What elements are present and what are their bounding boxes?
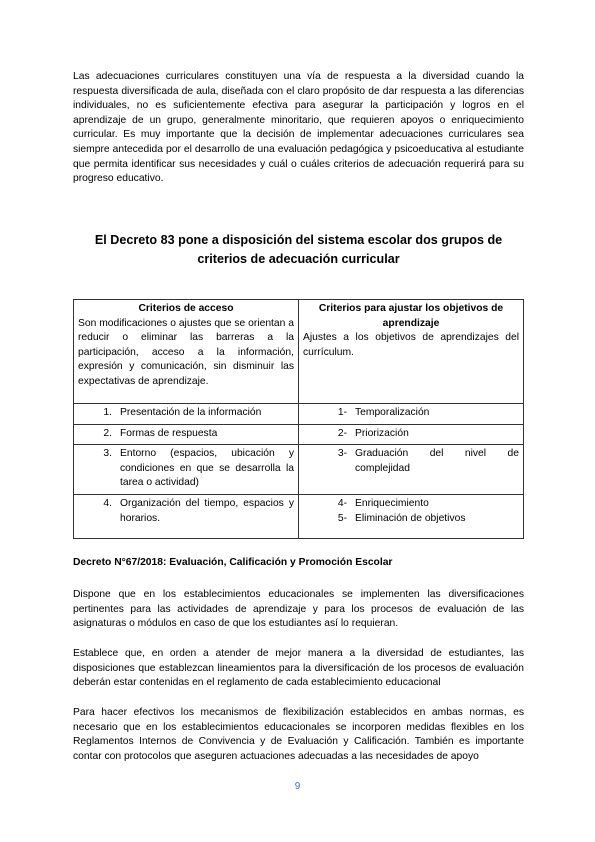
table-cell (74, 424, 299, 445)
item-text: Enriquecimiento (355, 497, 429, 509)
table-header-row (74, 300, 524, 404)
objectives-criteria-description: Ajustes a los objetivos de aprendizajes del currículum. (303, 332, 519, 358)
item-number: 4- (337, 497, 347, 509)
item-number: 5- (337, 512, 347, 524)
list-item (303, 427, 519, 442)
body-paragraph-2: Establece que, en orden a atender de mejor manera a la diversidad de estudiantes, las disposiciones que establezcan lineamientos para la diversificación de los procesos de evaluación deberán estar contenidas en el reglamento de cada establecimiento educacional (73, 648, 524, 689)
item-number: 1. (103, 407, 112, 418)
table-row (74, 404, 524, 425)
item-number: 1- (337, 407, 347, 418)
item-number: 3. (103, 448, 112, 460)
access-criteria-description: Son modificaciones o ajustes que se orientan a reducir o eliminar las barreras a la participación, acceso a la información, expresión y comunicación, sin disminuir las expectativas de aprendizaje. (78, 317, 294, 387)
section-heading: El Decreto 83 pone a disposición del sistema escolar dos grupos de criterios de adecuación curricular (94, 233, 503, 266)
table-cell (74, 494, 299, 538)
table-row (74, 445, 524, 495)
intro-paragraph: Las adecuaciones curriculares constituyen una vía de respuesta a la diversidad cuando la respuesta diversificada de aula, diseñada con el claro propósito de dar respuesta a las diferencias individuales, no es suficientemente efectiva para asegurar la participación y logros en el aprendizaje de un grupo, generalmente minoritario, que requieren apoyos o enriquecimiento curricular. Es muy importante que la decisión de implementar adecuaciones curriculares sea siempre antecedida por el desarrollo de una evaluación pedagógica y psicoeducativa al estudiante que permita identificar sus necesidades y cuál o cuáles criterios de adecuación requerirá para su progreso educativo. (73, 71, 524, 185)
item-text: Entorno (espacios, ubicación y condiciones en que se desarrolla la tarea o actividad) (120, 448, 294, 489)
list-item (78, 497, 294, 526)
body-paragraph-3: Para hacer efectivos los mecanismos de flexibilización establecidos en ambas normas, es necesario que en los establecimientos educacionales se incorporen medidas flexibles en los Reglamentos Internos de Convivencia y de Evaluación y Calificación. También es importante contar con protocolos que aseguren actuaciones adecuadas a las necesidades de apoyo (73, 707, 524, 762)
table-cell (74, 445, 299, 495)
list-item (303, 497, 519, 512)
item-text: Priorización (355, 427, 409, 439)
criteria-table (73, 299, 524, 539)
item-number: 2- (337, 427, 347, 439)
table-row (74, 494, 524, 538)
table-cell (299, 494, 524, 538)
table-cell (299, 445, 524, 495)
list-item (303, 447, 519, 476)
decree-67-subheading: Decreto N°67/2018: Evaluación, Calificación y Promoción Escolar (73, 557, 393, 568)
item-text: Temporalización (355, 407, 430, 418)
table-cell (299, 404, 524, 425)
item-text: Presentación de la información (120, 407, 262, 418)
objectives-criteria-cell (299, 300, 524, 404)
item-text: Graduación del nivel de complejidad (355, 448, 519, 474)
body-paragraph-1: Dispone que en los establecimientos educacionales se implementen las diversificaciones pertinentes para las actividades de aprendizaje y para los procesos de evaluación de las asignaturas o módulos en caso de que los estudiantes así lo requieran. (73, 589, 524, 630)
item-text: Eliminación de objetivos (355, 512, 466, 524)
item-number: 2. (103, 427, 112, 439)
list-item (78, 447, 294, 491)
table-row (74, 424, 524, 445)
list-item (303, 512, 519, 527)
item-text: Organización del tiempo, espacios y horarios. (120, 497, 294, 524)
page-number: 9 (294, 781, 301, 792)
item-number: 4. (103, 497, 112, 509)
list-item (303, 406, 519, 421)
item-number: 3- (337, 448, 347, 460)
table-cell (299, 424, 524, 445)
table-cell (74, 404, 299, 425)
access-criteria-header: Criterios de acceso (138, 303, 234, 314)
list-item (78, 406, 294, 421)
access-criteria-cell (74, 300, 299, 404)
objectives-criteria-header: Criterios para ajustar los objetivos de aprendizaje (318, 303, 504, 329)
item-text: Formas de respuesta (120, 427, 218, 439)
list-item (78, 427, 294, 442)
